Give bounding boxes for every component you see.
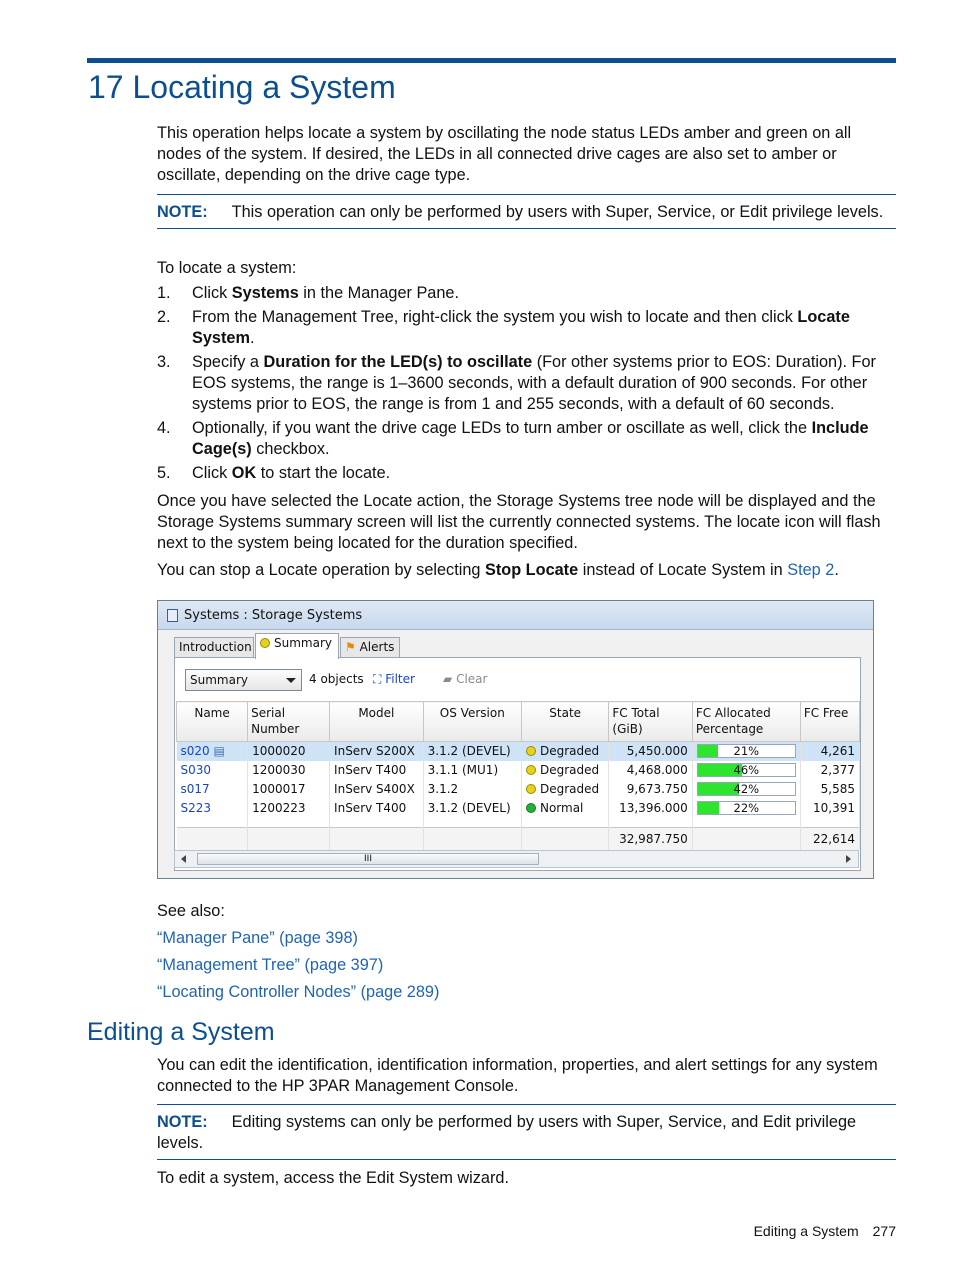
col-os[interactable]: OS Version [423,702,521,742]
link-manager-pane[interactable]: “Manager Pane” (page 398) [157,929,358,947]
chapter-rule [87,58,896,63]
toolbar [185,669,855,691]
note-box [157,1104,896,1160]
filter-button[interactable]: ⛶ Filter [373,672,415,686]
table-row[interactable]: s020 ▤ 1000020 InServ S200X 3.1.2 (DEVEL) Degraded 5,450.000 21% 4,261 [177,742,860,761]
chapter-title: 17 Locating a System [88,69,396,105]
step-item: 4. Optionally, if you want the drive cage LEDs to turn amber or oscillate as well, click the Include Cage(s) checkbox. [157,419,869,458]
warning-icon [260,638,270,648]
chevron-down-icon [286,678,296,683]
scroll-thumb[interactable]: III [197,853,539,865]
col-fc-allocated[interactable]: FC Allocated Percentage [692,702,800,742]
step-item: 2. From the Management Tree, right-click the system you wish to locate and then click Locate System. [157,308,850,347]
allocated-bar: 22% [697,801,796,815]
table-row[interactable]: S030 1200030 InServ T400 3.1.1 (MU1) Degraded 4,468.000 46% 2,377 [177,761,860,780]
storage-systems-screenshot [157,600,874,879]
filter-icon: ⛶ [373,672,382,686]
warning-icon [526,746,536,756]
locate-icon: ▤ [213,744,225,759]
step-item: 5. Click OK to start the locate. [157,464,391,482]
section-title: Editing a System [87,1018,275,1046]
step-2-link[interactable]: Step 2 [787,561,835,579]
col-state[interactable]: State [521,702,608,742]
view-select[interactable]: Summary [185,669,302,691]
tab-content [174,657,861,871]
note-text: This operation can only be performed by users with Super, Service, or Edit privilege levels. [231,203,884,221]
note-text: Editing systems can only be performed by users with Super, Service, and Edit privilege levels. [157,1113,857,1152]
page-number: 277 [872,1223,896,1239]
link-management-tree[interactable]: “Management Tree” (page 397) [157,956,384,974]
note-label: NOTE: [157,203,208,221]
ok-icon [526,803,536,813]
note-box [157,194,896,229]
note-label: NOTE: [157,1113,208,1131]
allocated-bar: 21% [697,744,796,758]
locate-steps [157,283,897,487]
allocated-bar: 42% [697,782,796,796]
systems-table [176,701,860,851]
to-locate-text: To locate a system: [157,259,297,277]
scroll-left-icon[interactable] [181,855,186,863]
warning-icon [526,784,536,794]
horizontal-scrollbar[interactable] [174,850,859,868]
systems-icon [167,609,178,622]
window-titlebar [158,601,873,630]
stop-paragraph: You can stop a Locate operation by selecting Stop Locate instead of Locate System in Step 2. [157,561,839,579]
clear-button[interactable]: ▰ Clear [443,672,488,686]
flag-icon: ⚑ [345,640,356,654]
allocated-bar: 46% [697,763,796,777]
col-fc-total[interactable]: FC Total (GiB) [609,702,692,742]
footer-label: Editing a System [753,1223,859,1239]
tab-summary[interactable]: Summary [255,633,339,659]
col-name[interactable]: Name [177,702,248,742]
eraser-icon: ▰ [443,672,453,686]
col-serial[interactable]: Serial Number [248,702,330,742]
tab-introduction[interactable]: Introduction [174,637,254,658]
warning-icon [526,765,536,775]
step-item: 1. Click Systems in the Manager Pane. [157,284,459,302]
intro-paragraph: This operation helps locate a system by oscillating the node status LEDs amber and green on all nodes of the system. If desired, the LEDs in all connected drive cages are also set to amber or oscillate, depending on the drive cage type. [157,124,852,184]
object-count: 4 objects [309,672,364,686]
table-row[interactable]: S223 1200223 InServ T400 3.1.2 (DEVEL) Normal 13,396.000 22% 10,391 [177,799,860,818]
page-footer [754,1223,896,1239]
tab-alerts[interactable]: ⚑ Alerts [340,637,400,658]
col-fc-free[interactable]: FC Free [800,702,859,742]
edit-access-text: To edit a system, access the Edit System wizard. [157,1169,509,1187]
col-model[interactable]: Model [330,702,424,742]
step-item: 3. Specify a Duration for the LED(s) to oscillate (For other systems prior to EOS: Duration). For EOS systems, the range is 1–3600 seconds, with a default duration of 900 seconds. For other systems prior to EOS, the range is from 1 and 255 seconds, with a default of 60 seconds. [157,353,876,413]
totals-row: 32,987.750 22,614 [177,828,860,850]
window-title: Systems : Storage Systems [184,608,363,623]
see-also-label: See also: [157,902,225,920]
edit-paragraph: You can edit the identification, identification information, properties, and alert settings for any system connected to the HP 3PAR Management Console. [157,1056,878,1095]
link-locating-controller-nodes[interactable]: “Locating Controller Nodes” (page 289) [157,983,440,1001]
once-paragraph: Once you have selected the Locate action, the Storage Systems tree node will be displayed and the Storage Systems summary screen will list the currently connected systems. The locate icon will flash next to the system being located for the duration specified. [157,492,881,552]
scroll-right-icon[interactable] [846,855,851,863]
table-row[interactable]: s017 1000017 InServ S400X 3.1.2 Degraded 9,673.750 42% 5,585 [177,780,860,799]
